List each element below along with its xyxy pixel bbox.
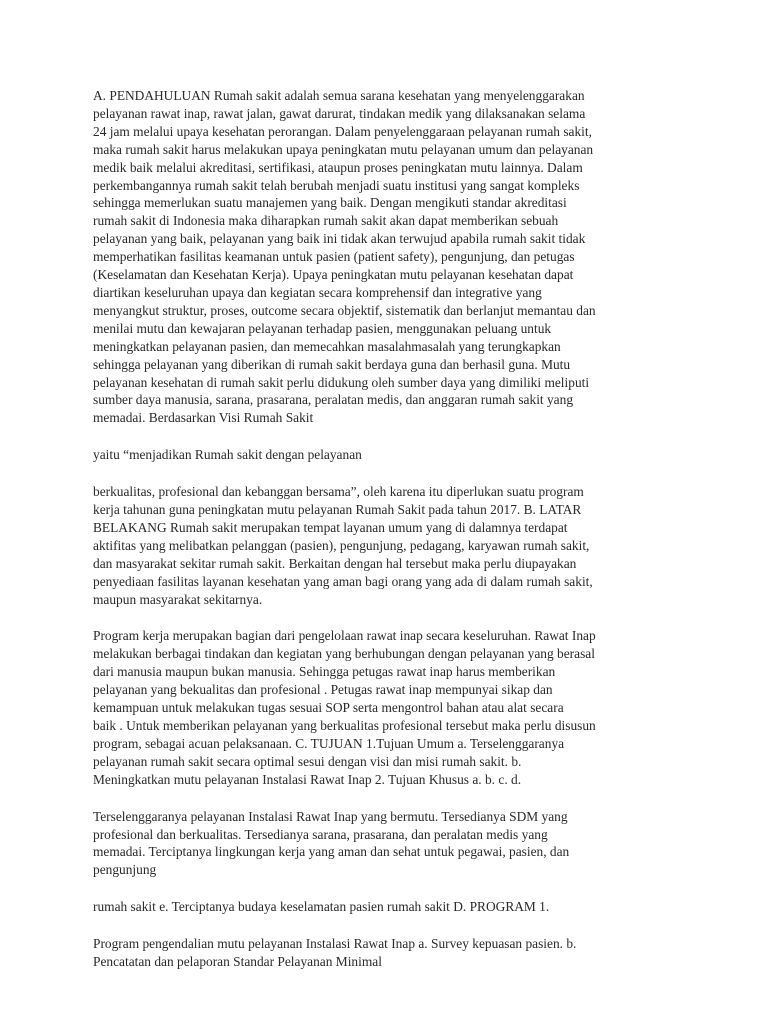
paragraph [93,483,683,608]
text-line: maupun masyarakat sekitarnya. [93,591,263,607]
text-line: 24 jam melalui upaya kesehatan perorangan. Dalam penyelenggaraan pelayanan rumah sakit, [93,123,592,139]
text-line: BELAKANG Rumah sakit merupakan tempat layanan umum yang di dalamnya terdapat [93,519,568,535]
text-line: dan masyarakat sekitar rumah sakit. Berkaitan dengan hal tersebut maka perlu diupayakan [93,555,577,571]
text-line: Program pengendalian mutu pelayanan Instalasi Rawat Inap a. Survey kepuasan pasien. b. [93,936,577,952]
text-line: diartikan keseluruhan upaya dan kegiatan secara komprehensif dan integrative yang [93,284,542,300]
text-line: pelayanan rumah sakit secara optimal sesui dengan visi dan misi rumah sakit. b. [93,753,522,769]
text-line: pelayanan yang baik, pelayanan yang baik ini tidak akan terwujud apabila rumah sakit tidak [93,231,586,247]
document-page [93,87,683,990]
text-line: memadai. Berdasarkan Visi Rumah Sakit [93,410,314,426]
text-line: sehingga memerlukan suatu manajemen yang baik. Dengan mengikuti standar akreditasi [93,195,567,211]
text-line: program, sebagai acuan pelaksanaan. C. TUJUAN 1.Tujuan Umum a. Terselenggaranya [93,735,565,751]
text-line: profesional dan berkualitas. Tersedianya sarana, prasarana, dan peralatan medis yang [93,826,548,842]
paragraph [93,935,683,971]
paragraph [93,898,683,916]
text-line: Meningkatkan mutu pelayanan Instalasi Rawat Inap 2. Tujuan Khusus a. b. c. d. [93,771,522,787]
text-line: memperhatikan fasilitas keamanan untuk pasien (patient safety), pengunjung, dan petugas [93,249,575,265]
text-line: Pencatatan dan pelaporan Standar Pelayanan Minimal [93,954,382,970]
text-line: sehingga pelayanan yang diberikan di rumah sakit berdaya guna dan berhasil guna. Mutu [93,356,571,372]
text-line: menyangkut struktur, proses, outcome secara objektif, sistematik dan berlanjut memantau dan [93,302,596,318]
paragraph [93,808,683,880]
text-line: (Keselamatan dan Kesehatan Kerja). Upaya peningkatan mutu pelayanan kesehatan dapat [93,267,574,283]
text-line: sumber daya manusia, sarana, prasarana, peralatan medis, dan anggaran rumah sakit yang [93,392,574,408]
text-line: yaitu “menjadikan Rumah sakit dengan pelayanan [93,447,362,463]
text-line: kerja tahunan guna peningkatan mutu pelayanan Rumah Sakit pada tahun 2017. B. LATAR [93,502,582,518]
text-line: baik . Untuk memberikan pelayanan yang berkualitas profesional tersebut maka perlu disusun [93,718,596,733]
text-line: Terselenggaranya pelayanan Instalasi Rawat Inap yang bermutu. Tersedianya SDM yang [93,808,568,824]
text-line: dari manusia maupun bukan manusia. Sehingga petugas rawat inap harus memberikan [93,664,556,680]
text-line: rumah sakit e. Terciptanya budaya keselamatan pasien rumah sakit D. PROGRAM 1. [93,899,550,915]
text-line: melakukan berbagai tindakan dan kegiatan yang berhubungan dengan pelayanan yang berasal [93,646,595,662]
paragraph [93,627,683,788]
text-line: aktifitas yang melibatkan pelanggan (pasien), pengunjung, pedagang, karyawan rumah sakit, [93,537,590,553]
text-line: memadai. Terciptanya lingkungan kerja yang aman dan sehat untuk pegawai, pasien, dan [93,844,570,860]
text-line: pengunjung [93,862,157,878]
text-line: pelayanan kesehatan di rumah sakit perlu didukung oleh sumber daya yang dimiliki meliputi [93,374,590,390]
text-line: medik baik melalui akreditasi, sertifikasi, ataupun proses peningkatan mutu lainnya. Dalam [93,159,583,175]
text-line: meningkatkan pelayanan pasien, dan memecahkan masalahmasalah yang terungkapkan [93,338,561,354]
text-line: A. PENDAHULUAN Rumah sakit adalah semua sarana kesehatan yang menyelenggarakan [93,88,585,103]
paragraph [93,446,683,464]
text-line: penyediaan fasilitas layanan kesehatan yang aman bagi orang yang ada di dalam rumah sakit, [93,573,593,589]
text-line: rumah sakit di Indonesia maka diharapkan rumah sakit akan dapat memberikan sebuah [93,213,559,229]
text-line: perkembangannya rumah sakit telah berubah menjadi suatu institusi yang sangat kompleks [93,177,580,193]
text-line: maka rumah sakit harus melakukan upaya peningkatan mutu pelayanan umum dan pelayanan [93,141,594,157]
text-line: pelayanan yang bekualitas dan profesional . Petugas rawat inap mempunyai sikap dan [93,682,553,698]
text-line: kemampuan untuk melakukan tugas sesuai SOP serta mengontrol bahan atau alat secara [93,700,564,716]
text-line: Program kerja merupakan bagian dari pengelolaan rawat inap secara keseluruhan. Rawat Inap [93,628,596,644]
text-line: berkualitas, profesional dan kebanggan bersama”, oleh karena itu diperlukan suatu program [93,484,584,500]
text-line: pelayanan rawat inap, rawat jalan, gawat darurat, tindakan medik yang dilaksanakan selama [93,105,586,121]
text-line: menilai mutu dan kewajaran pelayanan terhadap pasien, menggunakan peluang untuk [93,320,552,336]
paragraph [93,87,683,427]
